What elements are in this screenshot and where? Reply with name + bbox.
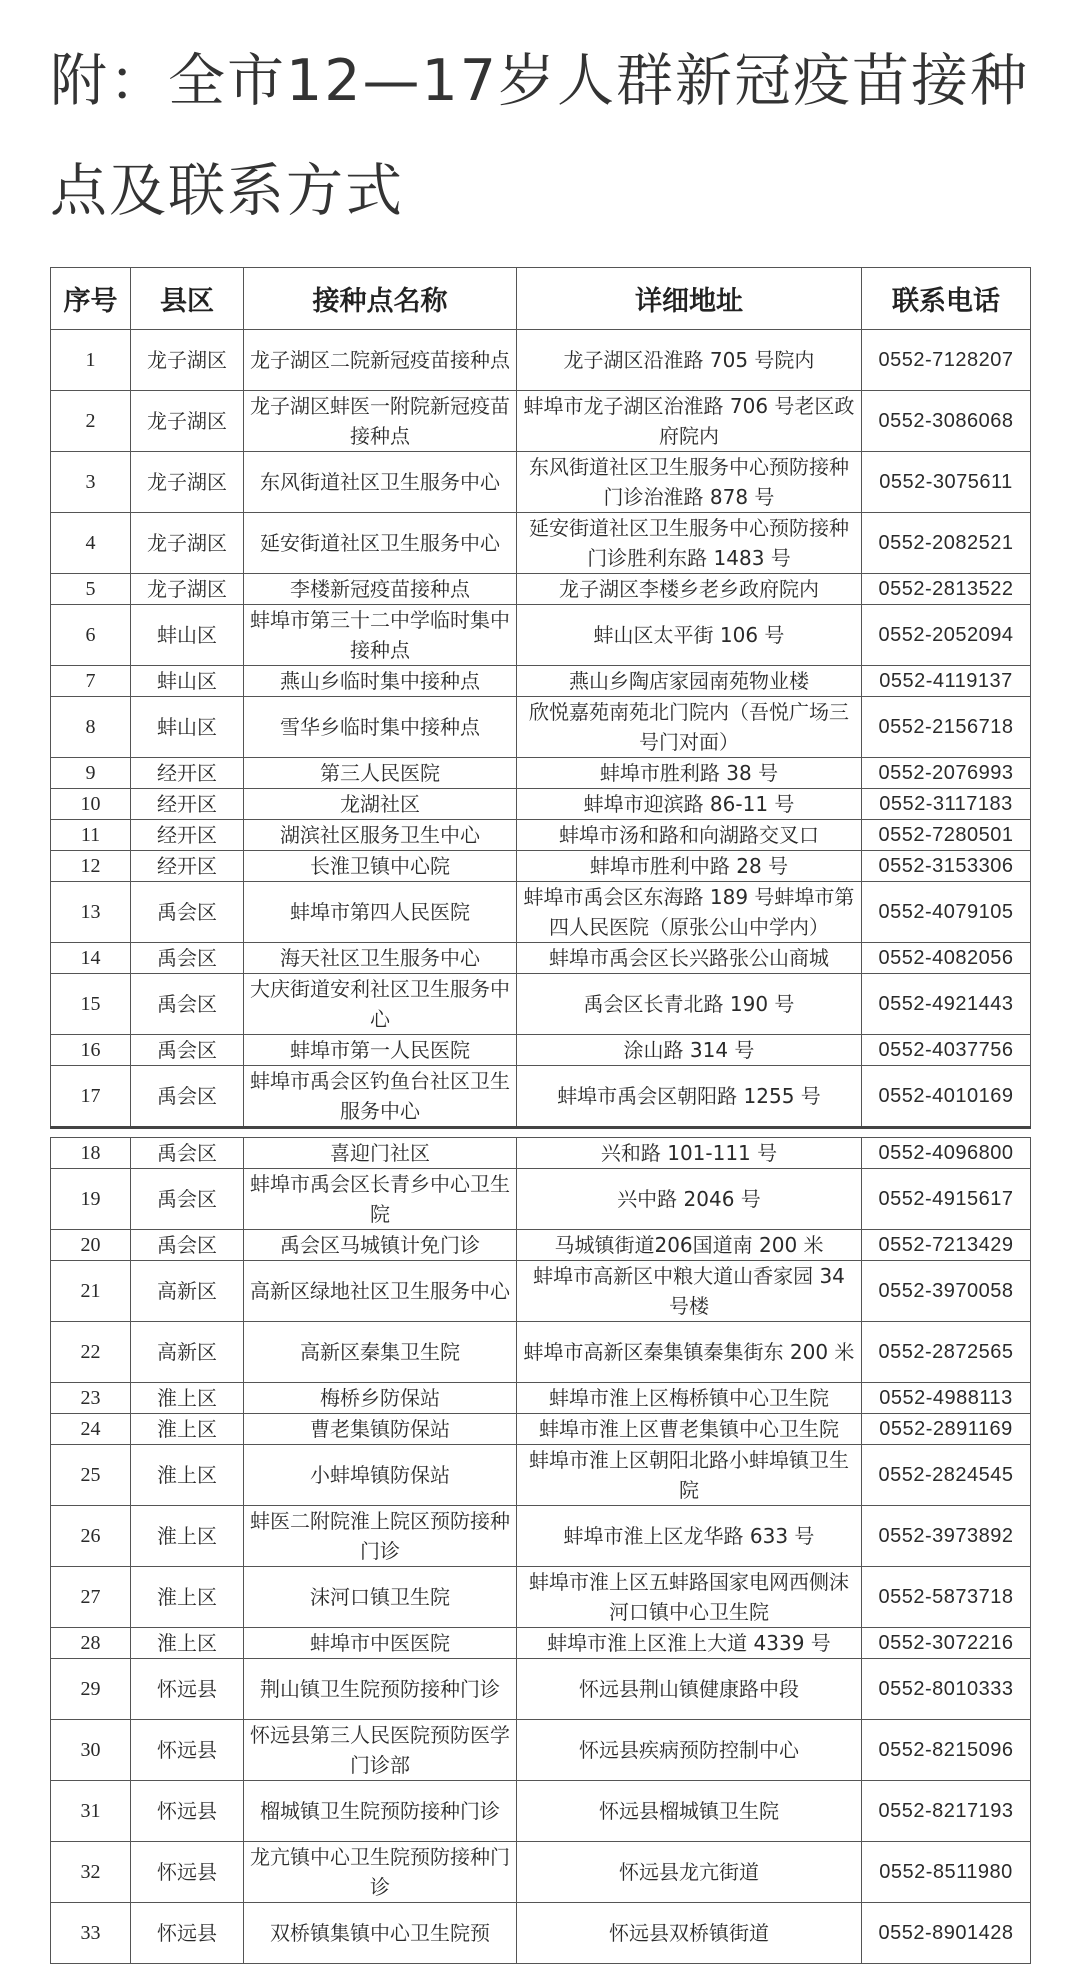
cell-phone: 0552-7213429 — [862, 1230, 1031, 1261]
cell-address: 禹会区长青北路 190 号 — [517, 974, 862, 1035]
separator-cell — [51, 1128, 1031, 1138]
cell-address: 蚌埠市淮上区龙华路 633 号 — [517, 1506, 862, 1567]
cell-no: 10 — [51, 789, 131, 820]
table-row — [51, 758, 1031, 789]
table-row — [51, 789, 1031, 820]
cell-site-name: 梅桥乡防保站 — [244, 1383, 517, 1414]
cell-site-name: 曹老集镇防保站 — [244, 1414, 517, 1445]
cell-site-name: 高新区绿地社区卫生服务中心 — [244, 1261, 517, 1322]
cell-district: 淮上区 — [131, 1445, 244, 1506]
table-row — [51, 851, 1031, 882]
cell-district: 禹会区 — [131, 1230, 244, 1261]
cell-district: 高新区 — [131, 1261, 244, 1322]
cell-phone: 0552-2076993 — [862, 758, 1031, 789]
cell-address: 蚌埠市淮上区五蚌路国家电网西侧沫河口镇中心卫生院 — [517, 1567, 862, 1628]
cell-district: 禹会区 — [131, 882, 244, 943]
cell-district: 龙子湖区 — [131, 330, 244, 391]
cell-district: 蚌山区 — [131, 666, 244, 697]
cell-site-name: 龙子湖区蚌医一附院新冠疫苗接种点 — [244, 391, 517, 452]
header-phone: 联系电话 — [862, 268, 1031, 330]
cell-district: 龙子湖区 — [131, 452, 244, 513]
cell-no: 15 — [51, 974, 131, 1035]
cell-site-name: 蚌埠市中医医院 — [244, 1628, 517, 1659]
cell-no: 20 — [51, 1230, 131, 1261]
cell-site-name: 长淮卫镇中心院 — [244, 851, 517, 882]
cell-address: 兴中路 2046 号 — [517, 1169, 862, 1230]
table-row — [51, 666, 1031, 697]
cell-district: 龙子湖区 — [131, 574, 244, 605]
cell-phone: 0552-4079105 — [862, 882, 1031, 943]
cell-no: 31 — [51, 1781, 131, 1842]
cell-no: 6 — [51, 605, 131, 666]
cell-address: 蚌埠市淮上区朝阳北路小蚌埠镇卫生院 — [517, 1445, 862, 1506]
cell-site-name: 高新区秦集卫生院 — [244, 1322, 517, 1383]
cell-phone: 0552-4096800 — [862, 1138, 1031, 1169]
cell-district: 禹会区 — [131, 1066, 244, 1128]
cell-address: 龙子湖区沿淮路 705 号院内 — [517, 330, 862, 391]
cell-site-name: 荆山镇卫生院预防接种门诊 — [244, 1659, 517, 1720]
cell-address: 蚌埠市禹会区长兴路张公山商城 — [517, 943, 862, 974]
cell-phone: 0552-3117183 — [862, 789, 1031, 820]
cell-address: 蚌埠市迎滨路 86-11 号 — [517, 789, 862, 820]
table-row — [51, 1567, 1031, 1628]
cell-phone: 0552-8215096 — [862, 1720, 1031, 1781]
cell-no: 3 — [51, 452, 131, 513]
cell-district: 禹会区 — [131, 943, 244, 974]
cell-site-name: 小蚌埠镇防保站 — [244, 1445, 517, 1506]
cell-district: 禹会区 — [131, 974, 244, 1035]
cell-address: 蚌埠市淮上区梅桥镇中心卫生院 — [517, 1383, 862, 1414]
cell-phone: 0552-7280501 — [862, 820, 1031, 851]
cell-address: 兴和路 101-111 号 — [517, 1138, 862, 1169]
cell-phone: 0552-2052094 — [862, 605, 1031, 666]
table-row — [51, 1414, 1031, 1445]
cell-phone: 0552-2082521 — [862, 513, 1031, 574]
cell-phone: 0552-2156718 — [862, 697, 1031, 758]
cell-district: 经开区 — [131, 758, 244, 789]
table-row — [51, 1720, 1031, 1781]
cell-district: 经开区 — [131, 851, 244, 882]
header-site-name: 接种点名称 — [244, 268, 517, 330]
cell-phone: 0552-3153306 — [862, 851, 1031, 882]
cell-site-name: 燕山乡临时集中接种点 — [244, 666, 517, 697]
cell-no: 5 — [51, 574, 131, 605]
cell-no: 30 — [51, 1720, 131, 1781]
table-row — [51, 1066, 1031, 1128]
cell-address: 蚌埠市胜利中路 28 号 — [517, 851, 862, 882]
cell-address: 龙子湖区李楼乡老乡政府院内 — [517, 574, 862, 605]
cell-no: 12 — [51, 851, 131, 882]
page-title: 附：全市12—17岁人群新冠疫苗接种点及联系方式 — [50, 48, 1030, 224]
cell-district: 禹会区 — [131, 1138, 244, 1169]
cell-address: 马城镇街道206国道南 200 米 — [517, 1230, 862, 1261]
cell-phone: 0552-3970058 — [862, 1261, 1031, 1322]
cell-site-name: 雪华乡临时集中接种点 — [244, 697, 517, 758]
cell-district: 淮上区 — [131, 1506, 244, 1567]
table-body — [51, 330, 1031, 1964]
cell-no: 8 — [51, 697, 131, 758]
cell-phone: 0552-4119137 — [862, 666, 1031, 697]
table-row — [51, 1842, 1031, 1903]
cell-phone: 0552-2813522 — [862, 574, 1031, 605]
table-row — [51, 513, 1031, 574]
table-row — [51, 330, 1031, 391]
table-row — [51, 452, 1031, 513]
cell-district: 高新区 — [131, 1322, 244, 1383]
vaccination-sites-table — [50, 267, 1031, 1964]
cell-address: 蚌埠市禹会区东海路 189 号蚌埠市第四人民医院（原张公山中学内） — [517, 882, 862, 943]
cell-district: 蚌山区 — [131, 697, 244, 758]
cell-no: 21 — [51, 1261, 131, 1322]
table-row — [51, 820, 1031, 851]
header-address: 详细地址 — [517, 268, 862, 330]
cell-district: 蚌山区 — [131, 605, 244, 666]
cell-district: 怀远县 — [131, 1781, 244, 1842]
cell-phone: 0552-3075611 — [862, 452, 1031, 513]
cell-district: 龙子湖区 — [131, 513, 244, 574]
cell-address: 蚌埠市淮上区曹老集镇中心卫生院 — [517, 1414, 862, 1445]
cell-district: 淮上区 — [131, 1414, 244, 1445]
table-row — [51, 391, 1031, 452]
cell-no: 9 — [51, 758, 131, 789]
cell-no: 17 — [51, 1066, 131, 1128]
cell-no: 24 — [51, 1414, 131, 1445]
table-row — [51, 1445, 1031, 1506]
cell-district: 怀远县 — [131, 1842, 244, 1903]
cell-site-name: 大庆街道安利社区卫生服务中心 — [244, 974, 517, 1035]
cell-address: 蚌埠市高新区中粮大道山香家园 34 号楼 — [517, 1261, 862, 1322]
cell-site-name: 沫河口镇卫生院 — [244, 1567, 517, 1628]
cell-no: 23 — [51, 1383, 131, 1414]
table-row — [51, 974, 1031, 1035]
cell-phone: 0552-3973892 — [862, 1506, 1031, 1567]
cell-phone: 0552-8511980 — [862, 1842, 1031, 1903]
cell-phone: 0552-8217193 — [862, 1781, 1031, 1842]
cell-address: 蚌埠市禹会区朝阳路 1255 号 — [517, 1066, 862, 1128]
cell-phone: 0552-4988113 — [862, 1383, 1031, 1414]
cell-no: 33 — [51, 1903, 131, 1964]
table-row — [51, 1261, 1031, 1322]
header-no: 序号 — [51, 268, 131, 330]
table-row — [51, 1230, 1031, 1261]
table-row — [51, 1138, 1031, 1169]
table-row — [51, 1322, 1031, 1383]
cell-phone: 0552-4921443 — [862, 974, 1031, 1035]
cell-address: 怀远县双桥镇街道 — [517, 1903, 862, 1964]
table-row — [51, 1659, 1031, 1720]
cell-address: 怀远县榴城镇卫生院 — [517, 1781, 862, 1842]
cell-district: 淮上区 — [131, 1383, 244, 1414]
cell-site-name: 喜迎门社区 — [244, 1138, 517, 1169]
cell-no: 18 — [51, 1138, 131, 1169]
cell-site-name: 龙子湖区二院新冠疫苗接种点 — [244, 330, 517, 391]
cell-site-name: 海天社区卫生服务中心 — [244, 943, 517, 974]
cell-site-name: 蚌埠市第四人民医院 — [244, 882, 517, 943]
cell-district: 怀远县 — [131, 1659, 244, 1720]
cell-site-name: 蚌埠市第一人民医院 — [244, 1035, 517, 1066]
cell-address: 蚌埠市淮上区淮上大道 4339 号 — [517, 1628, 862, 1659]
cell-phone: 0552-2872565 — [862, 1322, 1031, 1383]
cell-address: 蚌埠市高新区秦集镇秦集街东 200 米 — [517, 1322, 862, 1383]
table-row — [51, 1035, 1031, 1066]
cell-phone: 0552-4010169 — [862, 1066, 1031, 1128]
cell-no: 16 — [51, 1035, 131, 1066]
cell-no: 7 — [51, 666, 131, 697]
cell-phone: 0552-4037756 — [862, 1035, 1031, 1066]
cell-phone: 0552-5873718 — [862, 1567, 1031, 1628]
cell-site-name: 榴城镇卫生院预防接种门诊 — [244, 1781, 517, 1842]
table-header-row — [51, 268, 1031, 330]
cell-site-name: 龙湖社区 — [244, 789, 517, 820]
cell-site-name: 蚌埠市禹会区钓鱼台社区卫生服务中心 — [244, 1066, 517, 1128]
cell-phone: 0552-3086068 — [862, 391, 1031, 452]
cell-address: 怀远县龙亢街道 — [517, 1842, 862, 1903]
cell-no: 27 — [51, 1567, 131, 1628]
cell-district: 龙子湖区 — [131, 391, 244, 452]
table-row — [51, 697, 1031, 758]
cell-address: 怀远县疾病预防控制中心 — [517, 1720, 862, 1781]
cell-no: 25 — [51, 1445, 131, 1506]
cell-district: 淮上区 — [131, 1567, 244, 1628]
cell-no: 22 — [51, 1322, 131, 1383]
cell-phone: 0552-4915617 — [862, 1169, 1031, 1230]
cell-phone: 0552-2891169 — [862, 1414, 1031, 1445]
cell-no: 2 — [51, 391, 131, 452]
table-row — [51, 943, 1031, 974]
cell-site-name: 东风街道社区卫生服务中心 — [244, 452, 517, 513]
table-row — [51, 1506, 1031, 1567]
cell-site-name: 延安街道社区卫生服务中心 — [244, 513, 517, 574]
cell-address: 延安街道社区卫生服务中心预防接种门诊胜利东路 1483 号 — [517, 513, 862, 574]
table-row — [51, 1383, 1031, 1414]
table-row — [51, 574, 1031, 605]
cell-phone: 0552-7128207 — [862, 330, 1031, 391]
cell-no: 14 — [51, 943, 131, 974]
page-break-separator — [51, 1128, 1031, 1138]
cell-address: 蚌埠市汤和路和向湖路交叉口 — [517, 820, 862, 851]
header-district: 县区 — [131, 268, 244, 330]
table-row — [51, 1628, 1031, 1659]
cell-no: 28 — [51, 1628, 131, 1659]
cell-no: 4 — [51, 513, 131, 574]
cell-site-name: 李楼新冠疫苗接种点 — [244, 574, 517, 605]
cell-phone: 0552-8010333 — [862, 1659, 1031, 1720]
cell-site-name: 湖滨社区服务卫生中心 — [244, 820, 517, 851]
cell-district: 经开区 — [131, 789, 244, 820]
cell-address: 燕山乡陶店家园南苑物业楼 — [517, 666, 862, 697]
cell-phone: 0552-3072216 — [862, 1628, 1031, 1659]
cell-no: 11 — [51, 820, 131, 851]
cell-address: 蚌埠市胜利路 38 号 — [517, 758, 862, 789]
cell-phone: 0552-2824545 — [862, 1445, 1031, 1506]
cell-phone: 0552-8901428 — [862, 1903, 1031, 1964]
cell-district: 禹会区 — [131, 1169, 244, 1230]
cell-site-name: 蚌医二附院淮上院区预防接种门诊 — [244, 1506, 517, 1567]
table-row — [51, 1169, 1031, 1230]
cell-no: 32 — [51, 1842, 131, 1903]
cell-district: 淮上区 — [131, 1628, 244, 1659]
cell-no: 26 — [51, 1506, 131, 1567]
cell-no: 29 — [51, 1659, 131, 1720]
table-row — [51, 882, 1031, 943]
cell-district: 怀远县 — [131, 1720, 244, 1781]
table-row — [51, 1903, 1031, 1964]
cell-phone: 0552-4082056 — [862, 943, 1031, 974]
cell-site-name: 蚌埠市禹会区长青乡中心卫生院 — [244, 1169, 517, 1230]
cell-address: 涂山路 314 号 — [517, 1035, 862, 1066]
cell-district: 经开区 — [131, 820, 244, 851]
table-row — [51, 1781, 1031, 1842]
cell-address: 欣悦嘉苑南苑北门院内（吾悦广场三号门对面） — [517, 697, 862, 758]
cell-site-name: 双桥镇集镇中心卫生院预 — [244, 1903, 517, 1964]
cell-site-name: 龙亢镇中心卫生院预防接种门诊 — [244, 1842, 517, 1903]
cell-no: 19 — [51, 1169, 131, 1230]
cell-site-name: 第三人民医院 — [244, 758, 517, 789]
cell-district: 禹会区 — [131, 1035, 244, 1066]
table-row — [51, 605, 1031, 666]
cell-site-name: 禹会区马城镇计免门诊 — [244, 1230, 517, 1261]
cell-no: 13 — [51, 882, 131, 943]
cell-district: 怀远县 — [131, 1903, 244, 1964]
cell-no: 1 — [51, 330, 131, 391]
cell-address: 蚌埠市龙子湖区治淮路 706 号老区政府院内 — [517, 391, 862, 452]
cell-address: 怀远县荆山镇健康路中段 — [517, 1659, 862, 1720]
cell-address: 东风街道社区卫生服务中心预防接种门诊治淮路 878 号 — [517, 452, 862, 513]
cell-site-name: 怀远县第三人民医院预防医学门诊部 — [244, 1720, 517, 1781]
cell-address: 蚌山区太平街 106 号 — [517, 605, 862, 666]
cell-site-name: 蚌埠市第三十二中学临时集中接种点 — [244, 605, 517, 666]
